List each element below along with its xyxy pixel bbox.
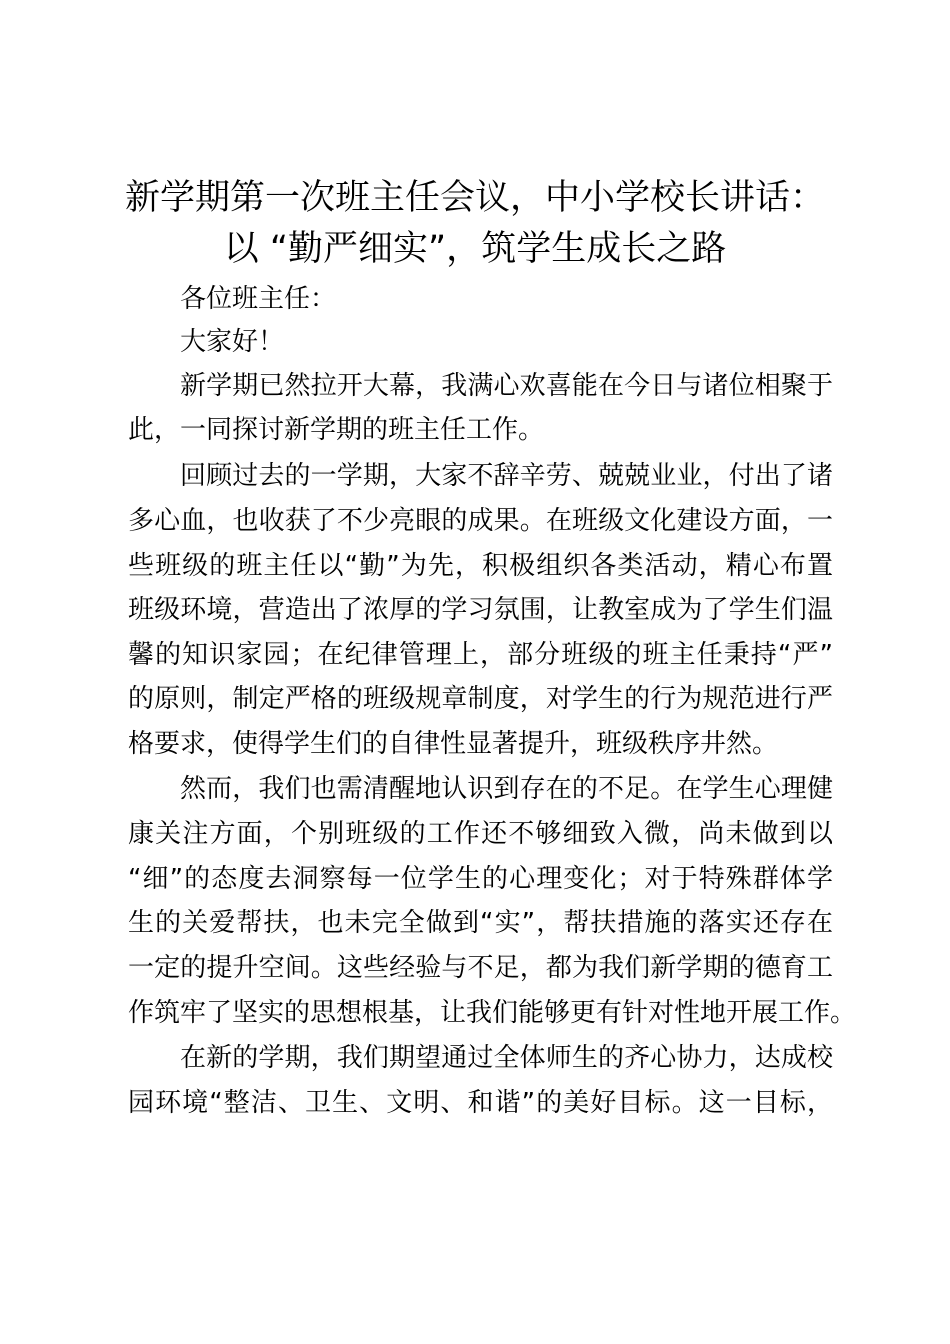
document-title-line-2: 以 “勤严细实”，筑学生成长之路 xyxy=(223,229,727,269)
paragraph-2-line: 的原则，制定严格的班级规章制度，对学生的行为规范进行严 xyxy=(128,684,833,714)
paragraph-1-line: 此，一同探讨新学期的班主任工作。 xyxy=(128,415,545,445)
paragraph-3-line: 作筑牢了坚实的思想根基，让我们能够更有针对性地开展工作。 xyxy=(128,998,857,1028)
document-title-line-1: 新学期第一次班主任会议，中小学校长讲话： xyxy=(124,178,825,218)
paragraph-3-line: 生的关爱帮扶，也未完全做到“实”，帮扶措施的落实还存在 xyxy=(128,908,833,938)
greeting: 大家好！ xyxy=(180,327,285,357)
paragraph-3-line: 一定的提升空间。这些经验与不足，都为我们新学期的德育工 xyxy=(128,953,833,983)
paragraph-4-line: 在新的学期，我们期望通过全体师生的齐心协力，达成校 xyxy=(180,1043,833,1073)
salutation: 各位班主任： xyxy=(180,284,337,314)
paragraph-2-line: 回顾过去的一学期，大家不辞辛劳、兢兢业业，付出了诸 xyxy=(180,461,833,491)
paragraph-2-line: 格要求，使得学生们的自律性显著提升，班级秩序井然。 xyxy=(128,729,779,759)
paragraph-4-line: 园环境“整洁、卫生、文明、和谐”的美好目标。这一目标， xyxy=(128,1088,833,1118)
paragraph-3-line: 然而，我们也需清醒地认识到存在的不足。在学生心理健 xyxy=(180,774,833,804)
paragraph-2-line: 馨的知识家园；在纪律管理上，部分班级的班主任秉持“严” xyxy=(128,640,833,670)
paragraph-3-line: 康关注方面，个别班级的工作还不够细致入微，尚未做到以 xyxy=(128,819,833,849)
paragraph-2-line: 班级环境，营造出了浓厚的学习氛围，让教室成为了学生们温 xyxy=(128,595,833,625)
paragraph-2-line: 多心血，也收获了不少亮眼的成果。在班级文化建设方面，一 xyxy=(128,506,833,536)
paragraph-2-line: 些班级的班主任以“勤”为先，积极组织各类活动，精心布置 xyxy=(128,551,833,581)
paragraph-3-line: “细”的态度去洞察每一位学生的心理变化；对于特殊群体学 xyxy=(128,864,833,894)
paragraph-1-line: 新学期已然拉开大幕，我满心欢喜能在今日与诸位相聚于 xyxy=(180,371,833,401)
